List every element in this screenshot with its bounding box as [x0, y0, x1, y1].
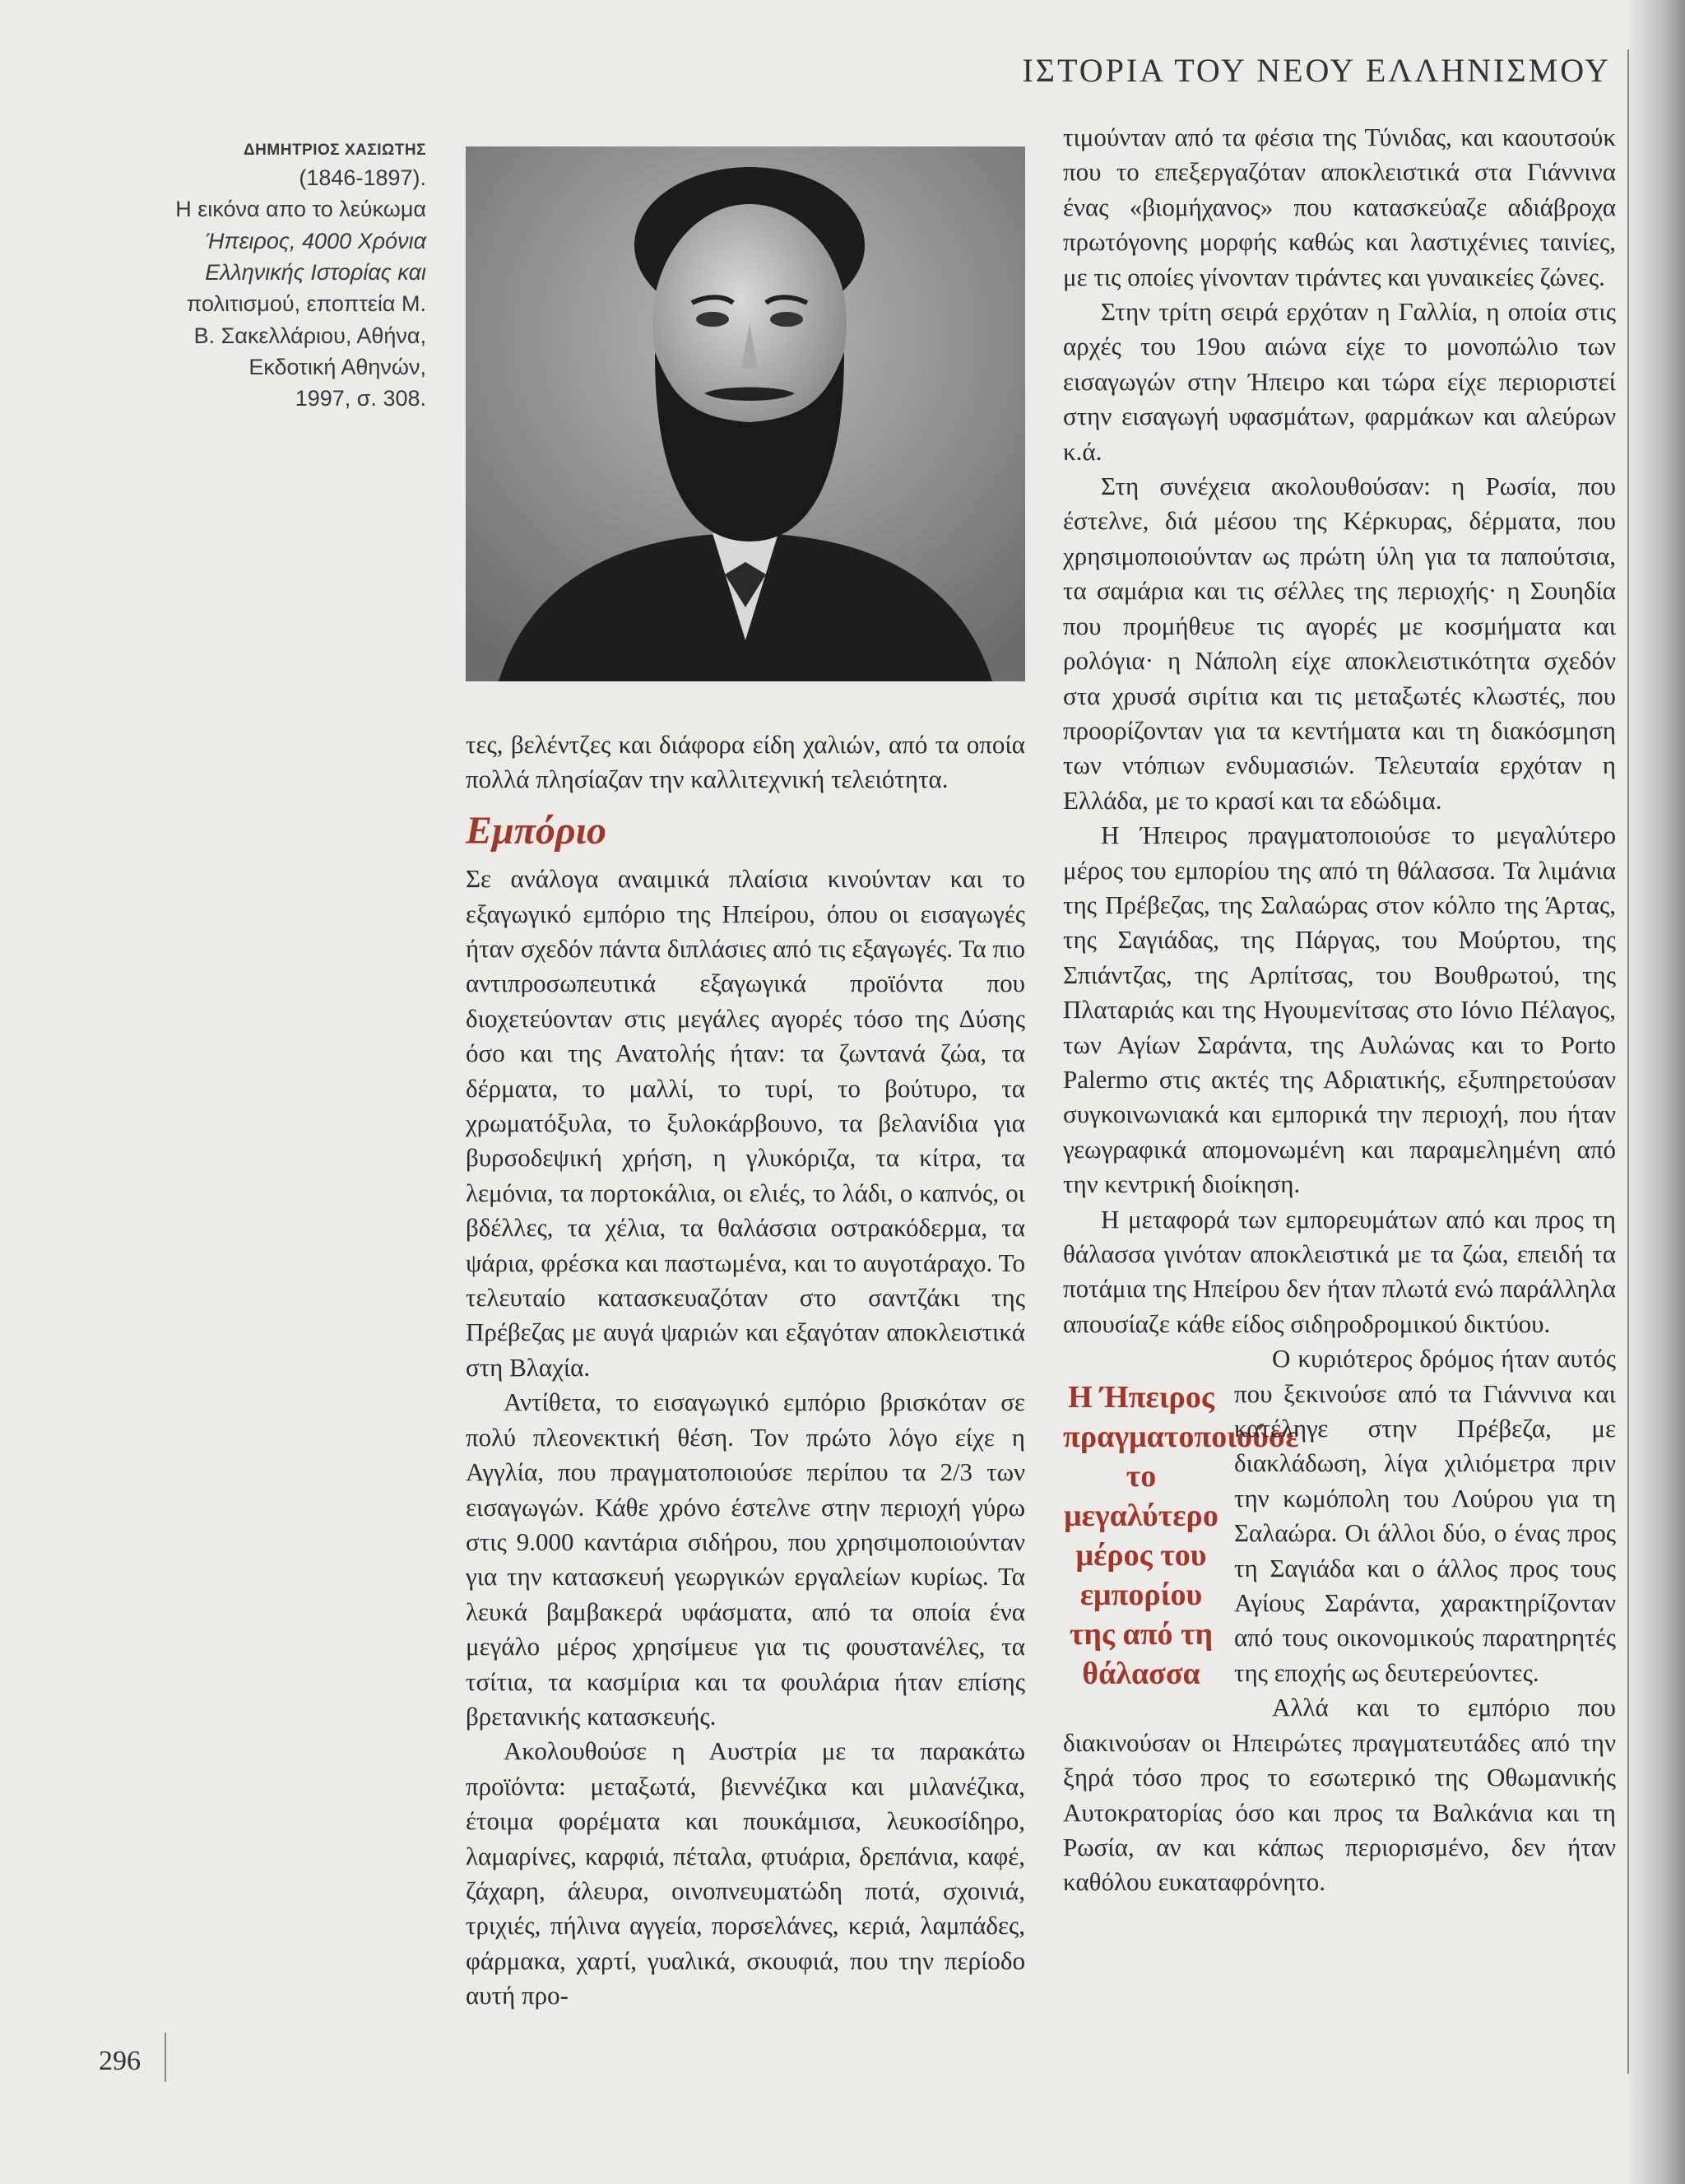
text-column-right [1063, 120, 1616, 1900]
pullquote: Η Ήπειρος πραγματοποιούσε το μεγαλύτερο μέρος του εμπορίου της από τη θάλασσα [1063, 1380, 1299, 1692]
caption-line: Εκδοτική Αθηνών, [248, 354, 426, 379]
paragraph: Ο κυριότερος δρόμος ήταν αυτός που ξεκινούσε από τα Γιάννινα και κατέληγε στην Πρέβεζα, με διακλάδωση, λίγα χιλιόμετρα πριν την κωμόπολη του Λούρου για τη Σαλαώρα. Οι άλλοι δύο, ο ένας προς τη Σαγιάδα και ο άλλος προς τους Αγίους Σαράντα, χαρακτηρίζονταν από τους οικονομικούς παρατηρητές της εποχής ως δευτερεύοντες. [1234, 1344, 1616, 1687]
pullquote-block [1063, 1341, 1616, 1690]
photo-caption [163, 140, 426, 415]
paragraph: Αλλά και το εμπόριο που διακινούσαν οι Ηπειρώτες πραγματευτάδες από την ξηρά τόσο προς το εσωτερικό της Οθωμανικής Αυτοκρατορίας όσο και προς τα Βαλκάνια και τη Ρωσία, αν και κάπως περιορισμένο, δεν ήταν καθόλου ευκαταφρόνητο. [1063, 1693, 1616, 1897]
right-column-rule [1627, 49, 1629, 2074]
caption-line: Ήπειρος, 4000 Χρόνια [205, 228, 426, 253]
caption-line: Ελληνικής Ιστορίας και [205, 259, 426, 285]
caption-name: ΔΗΜΗΤΡΙΟΣ ΧΑΣΙΩΤΗΣ [244, 142, 426, 159]
paragraph: τιμούνταν από τα φέσια της Τύνιδας, και καουτσούκ που το επεξεργαζόταν αποκλειστικά στα Γιάννινα ένας «βιομήχανος» που κατασκεύαζε αδιάβροχα πρωτόγονης μορφής καθώς και λαστιχένιες ταινίες, με τις οποίες γίνονταν τιράντες και γυναικείες ζώνες. [1063, 123, 1616, 291]
section-heading: Εμπόριο [466, 808, 606, 853]
caption-line: πολιτισμού, εποπτεία Μ. [186, 291, 426, 317]
page-number: 296 [99, 2046, 141, 2076]
paragraph: τες, βελέντζες και διάφορα είδη χαλιών, από τα οποία πολλά πλησίαζαν την καλλιτεχνική τελειότητα. [466, 730, 1025, 794]
folio-rule [165, 2033, 166, 2082]
caption-line: 1997, σ. 308. [295, 386, 426, 411]
caption-line: (1846-1897). [299, 165, 426, 190]
paragraph: Στη συνέχεια ακολουθούσαν: η Ρωσία, που έστελνε, διά μέσου της Κέρκυρας, δέρματα, που χρησιμοποιούνταν ως πρώτη ύλη για τα παπούτσια, τα σαμάρια και τις σέλλες της περιοχής· η Σουηδία που προμήθευε τις αγορές με κοσμήματα και ρολόγια· η Νάπολη είχε αποκλειστικότητα σχεδόν στα χρυσά σιρίτια και τις μεταξωτές κλωστές, που προορίζονταν για τα κεντήματα και τη διακόσμηση των ντόπιων ενδυμασιών. Τελευταία ερχόταν η Ελλάδα, με το κρασί και τα εδώδιμα. [1063, 472, 1616, 815]
running-head: ΙΣΤΟΡΙΑ ΤΟΥ ΝΕΟΥ ΕΛΛΗΝΙΣΜΟΥ [1022, 52, 1611, 89]
paragraph: Αντίθετα, το εισαγωγικό εμπόριο βρισκόταν σε πολύ πλεονεκτική θέση. Τον πρώτο λόγο είχε η Αγγλία, που πραγματοποιούσε περίπου τα 2/3 των εισαγωγών. Κάθε χρόνο έστελνε στην περιοχή γύρω στις 9.000 καντάρια σιδήρου, που χρησιμοποιούνταν για την κατασκευή γεωργικών εργαλείων κυρίως. Τα λευκά βαμβακερά υφάσματα, από τα οποία ένα μεγάλο μέρος χρησίμευε για τις φουστανέλες, τα τσίτια, τα κασμίρια και τα φουλάρια ήταν επίσης βρετανικής κατασκευής. [466, 1387, 1025, 1731]
paragraph: Σε ανάλογα αναιμικά πλαίσια κινούνταν και το εξαγωγικό εμπόριο της Ηπείρου, όπου οι εισαγωγές ήταν σχεδόν πάντα διπλάσιες από τις εξαγωγές. Τα πιο αντιπροσωπευτικά εξαγωγικά προϊόντα που διοχετεύονταν στις μεγάλες αγορές τόσο της Δύσης όσο και της Ανατολής ήταν: τα ζωντανά ζώα, τα δέρματα, το μαλλί, το τυρί, το βούτυρο, τα χρωματόξυλα, το ξυλοκάρβουνο, τα βελανίδια για βυρσοδεψική χρήση, η γλυκόριζα, τα κίτρα, τα λεμόνια, τα πορτοκάλια, οι ελιές, το λάδι, ο καπνός, οι βδέλλες, τα χέλια, τα θαλάσσια οστρακόδερμα, τα ψάρια, φρέσκα και παστωμένα, και το αυγοτάραχο. Το τελευταίο κατασκευαζόταν στο σαντζάκι της Πρέβεζας με αυγά ψαριών και εξαγόταν αποκλειστικά στη Βλαχία. [466, 864, 1025, 1382]
paragraph: Ακολουθούσε η Αυστρία με τα παρακάτω προϊόντα: μεταξωτά, βιεννέζικα και μιλανέζικα, έτοιμα φορέματα και πουκάμισα, λευκοσίδηρο, λαμαρίνες, καρφιά, πέταλα, φτυάρια, δρεπάνια, καφέ, ζάχαρη, άλευρα, οινοπνευματώδη ποτά, σχοινιά, τριχιές, πήλινα αγγεία, πορσελάνες, κεριά, λαμπάδες, φάρμακα, χαρτί, γυαλικά, σκουφιά, που την περίοδο αυτή προ- [466, 1736, 1025, 2010]
text-column-left [466, 727, 1025, 2014]
caption-line: Β. Σακελλάριου, Αθήνα, [193, 323, 426, 348]
caption-line: Η εικόνα απο το λεύκωμα [175, 197, 426, 222]
portrait-image [466, 146, 1025, 681]
paragraph: Στην τρίτη σειρά ερχόταν η Γαλλία, η οποία στις αρχές του 19ου αιώνα είχε το μονοπώλιο των εισαγωγών στην Ήπειρο και τώρα είχε περιοριστεί στην εισαγωγή υφασμάτων, φαρμάκων και αλεύρων κ.ά. [1063, 297, 1616, 466]
paragraph: Η μεταφορά των εμπορευμάτων από και προς τη θάλασσα γινόταν αποκλειστικά με τα ζώα, επειδή τα ποτάμια της Ηπείρου δεν ήταν πλωτά ενώ παράλληλα απουσίαζε κάθε είδος σιδηροδρομικού δικτύου. [1063, 1204, 1616, 1338]
paragraph: Η Ήπειρος πραγματοποιούσε το μεγαλύτερο μέρος του εμπορίου της από τη θάλασσα. Τα λιμάνια της Πρέβεζας, της Σαλαώρας στον κόλπο της Άρτας, της Σαγιάδας, της Πάργας, του Μούρτου, της Σπιάντζας, της Αρπίτσας, του Βουθρωτού, της Πλαταριάς και της Ηγουμενίτσας στο Ιόνιο Πέλαγος, των Αγίων Σαράντα, της Αυλώνας και το Porto Palermo στις ακτές της Αδριατικής, εξυπηρετούσαν συγκοινωνιακά και εμπορικά την περιοχή, που ήταν γεωγραφικά απομονωμένη και παραμελημένη από την κεντρική διοίκηση. [1063, 820, 1616, 1199]
portrait-photo [466, 146, 1025, 681]
page-edge-shadow [1629, 0, 1685, 2184]
